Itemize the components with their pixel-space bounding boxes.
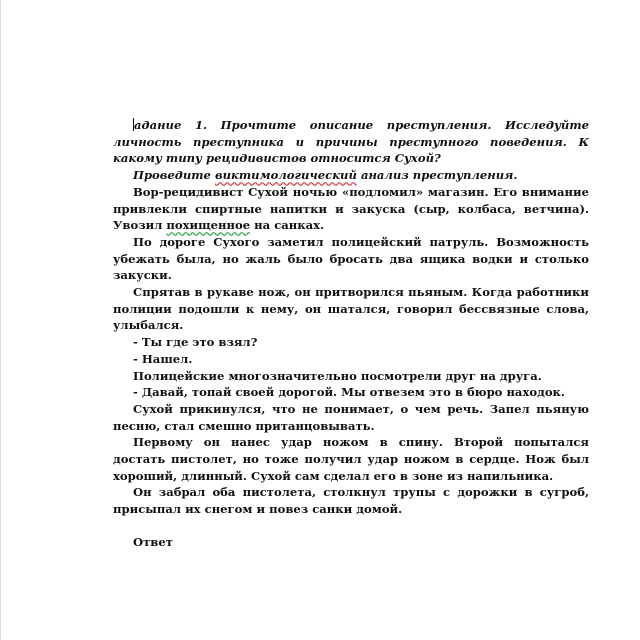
story-paragraph-2: По дороге Сухого заметил полицейский патруль. Возможность убежать была, но жаль было бросать два ящика водки и столько закуски. [113,234,589,283]
document-text [113,117,589,551]
dialogue-line-2: - Нашел. [133,351,193,366]
dialogue-line-3: - Давай, топай своей дорогой. Мы отвезем это в бюро находок. [133,385,565,400]
story-paragraph-5: Сухой прикинулся, что не понимает, о чем речь. Запел пьяную песню, стал смешно пританцовывать. [113,401,589,433]
story-paragraph-7: Он забрал оба пистолета, столкнул трупы с дорожки в сугроб, присыпал их снегом и повез санки домой. [113,485,589,517]
story-paragraph-3: Спрятав в рукаве нож, он притворился пьяным. Когда работники полиции подошли к нему, он шатался, говорил бессвязные слова, улыбался. [113,285,589,333]
answer-label: Ответ [133,534,173,549]
task-instruction: адание 1. Прочтите описание преступления. Исследуйте личность преступника и причины преступного поведения. К какому типу рецидивистов относится Сухой? [113,118,589,166]
dialogue-line-1: - Ты где это взял? [133,335,258,350]
story-paragraph-6: Первому он нанес удар ножом в спину. Второй попытался достать пистолет, но тоже получил удар ножом в сердце. Нож был хороший, длинный. Сухой сам сделал его в зоне из напильника. [113,435,589,483]
grammar-word-stolen: похищенное [166,218,251,233]
story-paragraph-1: Вор-рецидивист Сухой ночью «подломил» магазин. Его внимание привлекли спиртные напитки и закуска (сыр, колбаса, ветчина). Увозил похищенное на санках. [113,184,589,233]
task-analysis-instruction: Проведите виктимологический анализ преступления. [133,168,518,183]
page-edge-divider [0,0,1,640]
spellcheck-word-victimology: виктимологический [214,168,357,183]
story-paragraph-4: Полицейские многозначительно посмотрели друг на друга. [133,368,542,383]
